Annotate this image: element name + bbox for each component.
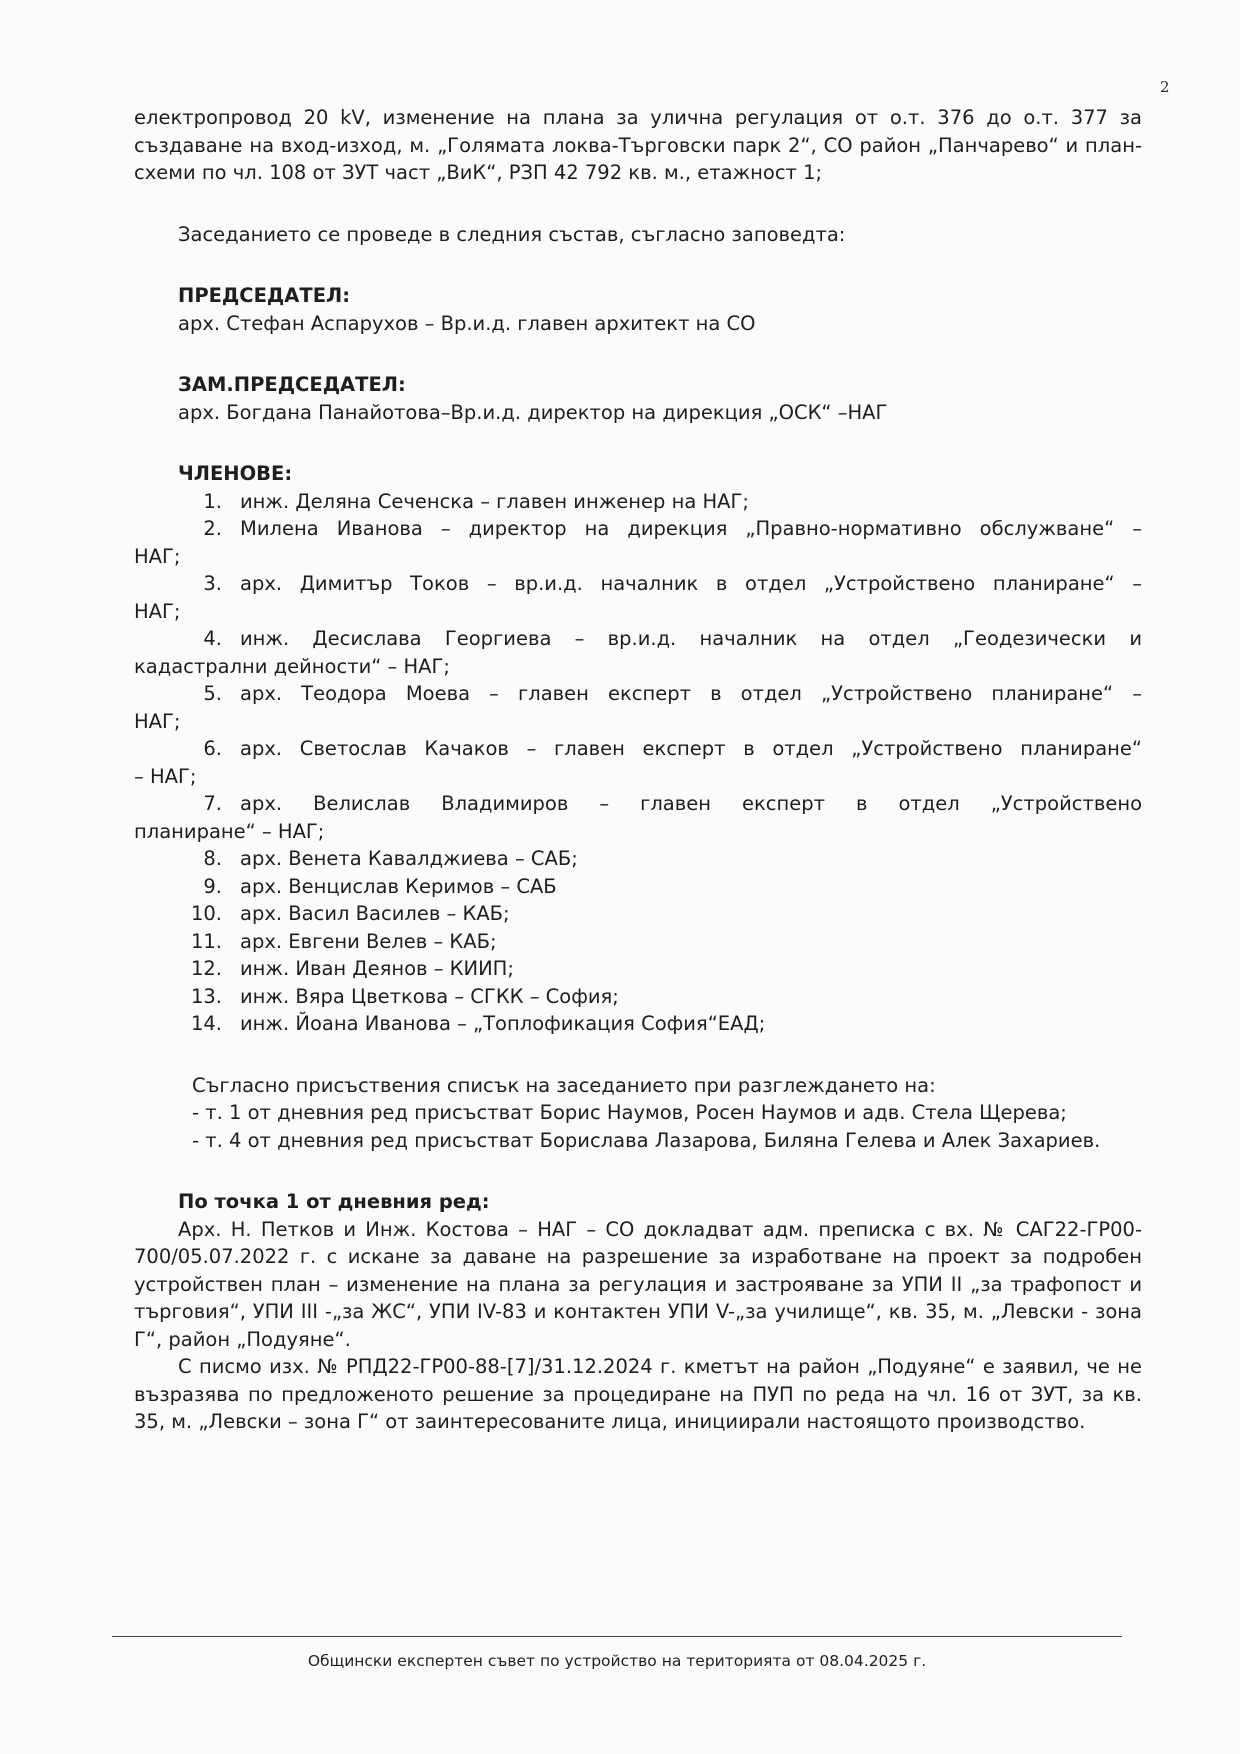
member-text: инж. Вяра Цветкова – СГКК – София; xyxy=(240,984,619,1008)
member-item xyxy=(134,845,1142,873)
member-text: арх. Венета Кавалджиева – САБ; xyxy=(240,847,578,870)
member-text-cont: НАГ; xyxy=(134,544,181,568)
member-number: 6. xyxy=(203,737,222,760)
point1-heading: По точка 1 от дневния ред: xyxy=(178,1190,490,1213)
member-item xyxy=(134,928,1142,956)
member-number: 9. xyxy=(203,874,222,898)
member-text: арх. Венцислав Керимов – САБ xyxy=(240,874,557,898)
point1-paragraph-1: Арх. Н. Петков и Инж. Костова – НАГ – СО докладват адм. преписка с вх. № САГ22-ГР00-700/05.07.2022 г. с искане за даване на разрешение за изработване на проект за подробен устройствен план – изменение на плана за регулация и застрояване за УПИ II „за трафопост и търговия“, УПИ III -„за ЖС“, УПИ IV-83 и контактен УПИ V-„за училище“, кв. 35, м. „Левски - зона Г“, район „Подуяне“. xyxy=(134,1217,1142,1351)
member-text: арх. Велислав Владимиров – главен експерт в отдел „Устройствено xyxy=(240,792,1142,815)
member-item xyxy=(134,625,1142,680)
member-number: 12. xyxy=(190,957,222,980)
member-item xyxy=(134,790,1142,845)
page-number: 2 xyxy=(1160,78,1170,96)
deputy-heading: ЗАМ.ПРЕДСЕДАТЕЛ: xyxy=(178,373,406,396)
member-item xyxy=(134,873,1142,901)
member-text-cont: планиране“ – НАГ; xyxy=(134,819,325,843)
member-number: 7. xyxy=(203,792,222,815)
member-text-cont: НАГ; xyxy=(134,599,181,623)
member-text: арх. Светослав Качаков – главен експерт в отдел „Устройствено планиране“ xyxy=(240,737,1142,760)
member-number: 8. xyxy=(203,847,222,870)
member-item xyxy=(134,983,1142,1011)
member-text-cont: кадастрални дейности“ – НАГ; xyxy=(134,654,450,678)
member-item xyxy=(134,680,1142,735)
member-number: 13. xyxy=(190,984,222,1008)
member-item xyxy=(134,570,1142,625)
attendance-item-1: - т. 1 от дневния ред присъстват Борис Наумов, Росен Наумов и адв. Стела Щерева; xyxy=(192,1101,1067,1124)
member-item xyxy=(134,1010,1142,1038)
member-number: 3. xyxy=(203,572,222,595)
member-text: инж. Деляна Сеченска – главен инженер на НАГ; xyxy=(240,489,749,513)
member-item xyxy=(134,735,1142,790)
members-list xyxy=(134,488,1142,1038)
member-number: 4. xyxy=(203,627,222,650)
deputy-name: арх. Богдана Панайотова–Вр.и.д. директор на дирекция „ОСК“ –НАГ xyxy=(178,400,888,424)
member-text: арх. Евгени Велев – КАБ; xyxy=(240,929,497,953)
member-item xyxy=(134,900,1142,928)
composition-intro: Заседанието се проведе в следния състав, съгласно заповедта: xyxy=(178,222,846,246)
member-number: 5. xyxy=(203,682,222,705)
attendance-intro: Съгласно присъствения списък на заседанието при разглеждането на: xyxy=(192,1073,936,1097)
member-item xyxy=(134,488,1142,516)
intro-paragraph: електропровод 20 kV, изменение на плана за улична регулация от о.т. 376 до о.т. 377 за създаване на вход-изход, м. „Голямата локва-Търговски парк 2“, СО район „Панчарево“ и план-схеми по чл. 108 от ЗУТ част „ВиК“, РЗП 42 792 кв. м., етажност 1; xyxy=(134,106,1142,184)
member-number: 14. xyxy=(190,1012,222,1035)
attendance-item-2: - т. 4 от дневния ред присъстват Борислава Лазарова, Биляна Гелева и Алек Захариев. xyxy=(192,1128,1101,1152)
page-footer: Общински експертен съвет по устройство на територията от 08.04.2025 г. xyxy=(307,1652,927,1670)
document-body xyxy=(134,104,1142,1436)
member-text: арх. Васил Василев – КАБ; xyxy=(240,902,510,925)
chairman-name: арх. Стефан Аспарухов – Вр.и.д. главен архитект на СО xyxy=(178,311,756,335)
member-number: 2. xyxy=(203,517,222,540)
footer-divider xyxy=(112,1636,1122,1637)
point1-paragraph-2: С писмо изх. № РПД22-ГР00-88-[7]/31.12.2024 г. кметът на район „Подуяне“ е заявил, че не възразява по предложеното решение за процедиране на ПУП по реда на чл. 16 от ЗУТ, за кв. 35, м. „Левски – зона Г“ от заинтересованите лица, инициирали настоящото производство. xyxy=(134,1355,1142,1433)
member-text-cont: – НАГ; xyxy=(134,764,197,788)
member-text: арх. Теодора Моева – главен експерт в отдел „Устройствено планиране“ – xyxy=(240,682,1142,705)
members-heading: ЧЛЕНОВЕ: xyxy=(178,462,293,485)
member-number: 11. xyxy=(190,929,222,953)
member-number: 10. xyxy=(190,902,222,925)
member-item xyxy=(134,515,1142,570)
member-item xyxy=(134,955,1142,983)
member-text: инж. Иван Деянов – КИИП; xyxy=(240,957,514,980)
member-text: Милена Иванова – директор на дирекция „Правно-нормативно обслужване“ – xyxy=(240,517,1142,540)
member-number: 1. xyxy=(203,489,222,513)
member-text: арх. Димитър Токов – вр.и.д. началник в отдел „Устройствено планиране“ – xyxy=(240,572,1142,595)
member-text: инж. Десислава Георгиева – вр.и.д. началник на отдел „Геодезически и xyxy=(240,627,1142,650)
chairman-heading: ПРЕДСЕДАТЕЛ: xyxy=(178,284,351,307)
member-text: инж. Йоана Иванова – „Топлофикация София“ЕАД; xyxy=(240,1012,766,1035)
member-text-cont: НАГ; xyxy=(134,709,181,733)
